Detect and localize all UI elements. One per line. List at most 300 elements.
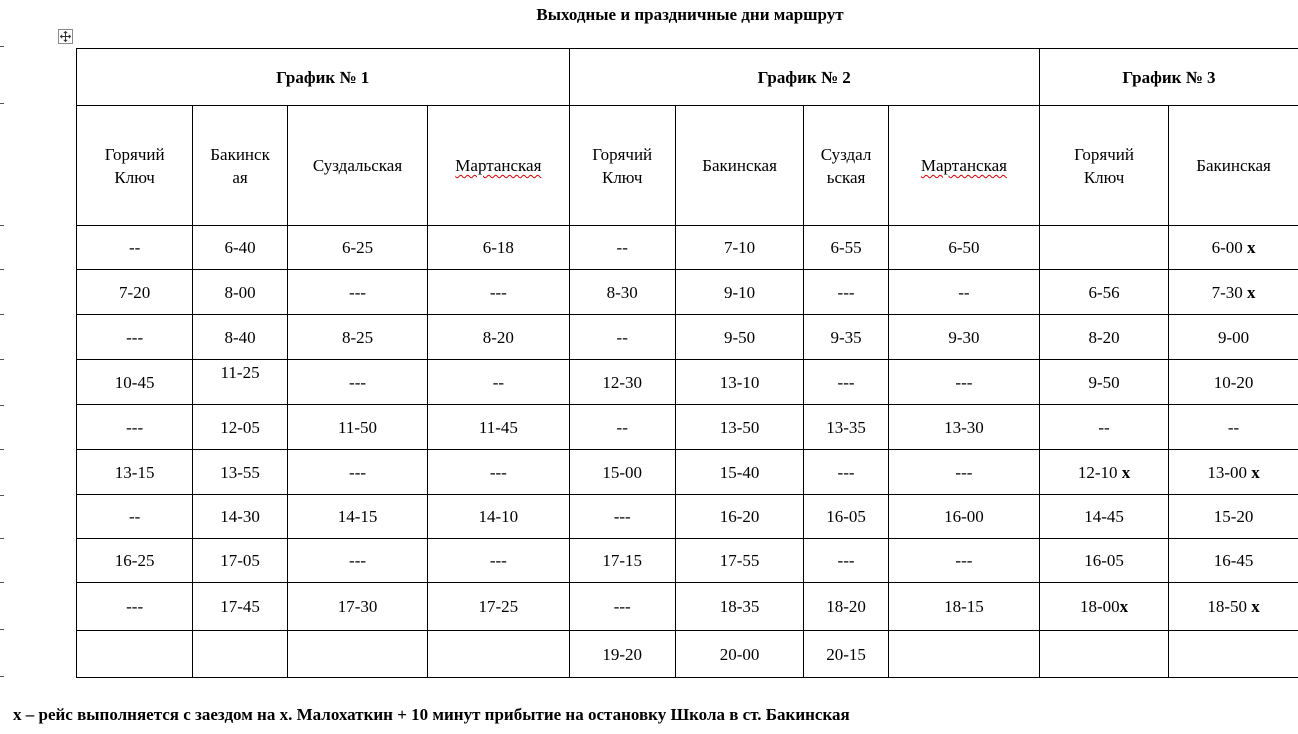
departure-time: 18-00 <box>1079 597 1120 616</box>
time-value <box>1214 507 1254 526</box>
ruler-tick <box>0 629 4 630</box>
time-value <box>617 328 628 347</box>
stop-header <box>804 106 889 226</box>
time-value <box>838 373 855 392</box>
table-row <box>77 583 1298 631</box>
stop-name-line: Горячий <box>1074 144 1134 164</box>
time-value <box>944 507 984 526</box>
time-cell <box>287 315 427 360</box>
time-cell <box>675 360 803 405</box>
time-value <box>826 507 866 526</box>
time-cell <box>888 631 1039 678</box>
time-cell <box>428 226 569 270</box>
time-cell <box>1169 539 1298 583</box>
time-cell <box>1039 226 1168 270</box>
ruler-tick <box>0 314 4 315</box>
table-row <box>77 539 1298 583</box>
time-cell <box>193 450 288 495</box>
departure-time: 13-30 <box>944 417 984 437</box>
departure-time: 11-45 <box>478 417 518 437</box>
time-value <box>220 418 260 437</box>
departure-time: 17-55 <box>719 551 760 570</box>
time-value <box>720 463 760 482</box>
time-cell <box>888 226 1039 270</box>
departure-time: -- <box>1098 417 1110 437</box>
time-cell <box>287 226 427 270</box>
departure-time: -- <box>492 372 505 392</box>
departure-time: 17-05 <box>220 551 260 570</box>
time-cell <box>428 495 569 539</box>
time-cell <box>1169 226 1298 270</box>
time-cell <box>1169 631 1298 678</box>
departure-time: 13-50 <box>719 417 760 437</box>
time-cell <box>428 631 569 678</box>
time-cell <box>193 405 288 450</box>
time-value <box>224 238 255 257</box>
detour-mark: x <box>1119 597 1129 616</box>
departure-time: 20-15 <box>826 644 866 664</box>
time-value <box>115 463 155 482</box>
time-value <box>483 238 514 257</box>
departure-time: --- <box>955 551 973 570</box>
time-value <box>720 507 760 526</box>
departure-time: 6-00 <box>1211 238 1248 257</box>
time-value <box>724 328 755 347</box>
departure-time: 14-10 <box>478 507 519 526</box>
departure-time: 11-25 <box>220 362 260 382</box>
time-cell <box>675 226 803 270</box>
detour-mark: x <box>1247 282 1256 302</box>
departure-time: 8-20 <box>482 327 514 347</box>
time-value <box>224 328 255 347</box>
departure-time: 7-20 <box>119 282 151 302</box>
departure-time: 8-30 <box>606 282 638 302</box>
time-cell <box>804 583 889 631</box>
time-cell <box>1169 495 1298 539</box>
time-cell <box>804 495 889 539</box>
departure-time: 8-40 <box>224 327 256 347</box>
departure-time: 17-25 <box>478 597 519 616</box>
time-value <box>1088 328 1119 347</box>
time-cell <box>1169 360 1298 405</box>
time-value <box>493 373 504 392</box>
time-value <box>119 283 150 302</box>
time-cell <box>888 270 1039 315</box>
time-cell <box>1039 583 1168 631</box>
departure-time: -- <box>616 327 628 347</box>
time-value <box>948 328 979 347</box>
time-cell <box>428 360 569 405</box>
departure-time: 12-10 <box>1077 462 1122 482</box>
time-cell <box>888 360 1039 405</box>
departure-time: --- <box>126 417 144 437</box>
departure-time: 18-50 <box>1207 597 1252 616</box>
time-value <box>483 328 514 347</box>
time-cell <box>569 360 675 405</box>
departure-time: 17-30 <box>337 597 378 616</box>
departure-time: 17-15 <box>602 551 643 570</box>
departure-time: 7-10 <box>723 238 756 257</box>
time-value <box>349 463 366 482</box>
departure-time: 12-30 <box>602 372 643 392</box>
departure-time: 11-50 <box>338 417 378 437</box>
ruler-tick <box>0 359 4 360</box>
departure-time: 19-20 <box>602 644 643 664</box>
time-cell <box>1169 405 1298 450</box>
departure-time: 20-00 <box>719 644 760 664</box>
stop-header <box>888 106 1039 226</box>
time-cell <box>804 450 889 495</box>
stop-header <box>675 106 803 226</box>
departure-time: 15-40 <box>719 462 760 482</box>
departure-time: 16-45 <box>1213 551 1254 570</box>
time-value <box>826 597 866 616</box>
departure-time: --- <box>837 462 855 482</box>
time-value <box>129 238 140 257</box>
time-value <box>1214 373 1254 392</box>
time-value <box>1218 328 1249 347</box>
table-row <box>77 315 1298 360</box>
table-move-handle[interactable] <box>58 29 73 44</box>
departure-time: 16-25 <box>114 551 155 570</box>
departure-time: 13-55 <box>220 462 260 482</box>
ruler-tick <box>0 495 4 496</box>
departure-time: 16-00 <box>944 507 984 526</box>
time-value <box>490 463 507 482</box>
time-cell <box>804 226 889 270</box>
time-cell <box>1169 583 1298 631</box>
ruler-tick <box>0 449 4 450</box>
departure-time: 13-10 <box>719 372 760 392</box>
time-value <box>955 551 972 570</box>
group-header: График № 2 <box>569 49 1039 106</box>
departure-time: 14-45 <box>1084 507 1124 526</box>
stop-name-line: Суздальская <box>312 156 403 175</box>
time-cell <box>804 270 889 315</box>
departure-time: 8-25 <box>341 327 374 347</box>
departure-time: 7-30 <box>1211 282 1248 302</box>
time-cell <box>569 270 675 315</box>
time-value <box>724 283 755 302</box>
time-value <box>490 283 507 302</box>
stop-header-row <box>77 106 1298 226</box>
departure-time: -- <box>128 507 141 526</box>
time-value <box>220 463 260 482</box>
time-cell <box>193 539 288 583</box>
move-arrows-icon <box>60 31 71 42</box>
time-value <box>224 283 255 302</box>
departure-time: 9-50 <box>1088 372 1120 392</box>
schedule-table <box>76 48 1298 678</box>
departure-time: --- <box>349 462 367 482</box>
departure-time: --- <box>613 507 631 526</box>
ruler-tick <box>0 103 4 104</box>
time-cell <box>77 450 193 495</box>
departure-time: 9-50 <box>723 327 756 347</box>
time-cell <box>1039 539 1168 583</box>
time-value <box>479 597 519 616</box>
departure-time: --- <box>955 372 973 392</box>
time-value <box>838 283 855 302</box>
time-cell <box>888 583 1039 631</box>
detour-mark: x <box>1251 597 1260 616</box>
time-cell <box>193 360 288 405</box>
time-value <box>1084 507 1124 526</box>
departure-time: 10-20 <box>1213 372 1254 392</box>
time-cell <box>804 315 889 360</box>
stop-name-line: Мартанская <box>455 156 542 175</box>
time-cell <box>675 631 803 678</box>
departure-time: 6-25 <box>341 238 374 257</box>
time-cell <box>569 631 675 678</box>
time-cell <box>77 583 193 631</box>
departure-time: 15-00 <box>602 462 643 482</box>
departure-time: --- <box>489 551 507 570</box>
departure-time: 17-45 <box>220 597 260 616</box>
stop-header <box>1169 106 1298 226</box>
departure-time: 9-30 <box>948 327 980 347</box>
departure-time: 14-30 <box>220 507 260 526</box>
time-cell <box>428 270 569 315</box>
time-cell <box>804 405 889 450</box>
time-value <box>338 418 377 437</box>
stop-name-line: Мартанская <box>920 156 1007 175</box>
detour-mark: x <box>1251 462 1260 482</box>
ruler-tick <box>0 582 4 583</box>
detour-mark: x <box>1121 462 1131 482</box>
time-value <box>1084 551 1124 570</box>
time-cell <box>193 226 288 270</box>
time-cell <box>1039 405 1168 450</box>
time-cell <box>428 315 569 360</box>
time-cell <box>77 405 193 450</box>
departure-time: 16-20 <box>719 507 760 526</box>
time-cell <box>77 539 193 583</box>
time-value <box>720 418 760 437</box>
time-value <box>1228 418 1239 437</box>
departure-time: --- <box>349 372 367 392</box>
ruler-tick <box>0 225 4 226</box>
departure-time: 8-00 <box>224 282 256 302</box>
time-cell <box>77 270 193 315</box>
time-cell <box>675 450 803 495</box>
time-value <box>944 418 984 437</box>
departure-time: 8-20 <box>1088 327 1120 347</box>
group-header-row <box>77 49 1298 106</box>
time-value <box>838 463 855 482</box>
time-value <box>602 551 642 570</box>
page-title: Выходные и праздничные дни маршрут <box>536 5 844 24</box>
time-value <box>338 507 378 526</box>
time-value <box>617 238 628 257</box>
time-cell <box>1169 450 1298 495</box>
departure-time: -- <box>128 238 141 257</box>
table-row <box>77 495 1298 539</box>
time-value <box>1212 283 1256 302</box>
time-cell <box>1039 631 1168 678</box>
time-value <box>602 373 642 392</box>
time-cell <box>675 495 803 539</box>
departure-time: 18-35 <box>719 597 760 616</box>
time-cell <box>569 539 675 583</box>
time-cell <box>77 315 193 360</box>
stop-name-line: Ключ <box>601 167 643 187</box>
ruler-tick <box>0 405 4 406</box>
time-cell <box>888 315 1039 360</box>
time-cell <box>287 539 427 583</box>
time-cell <box>287 631 427 678</box>
detour-mark: x <box>1247 238 1256 257</box>
time-cell <box>675 405 803 450</box>
table-row <box>77 450 1298 495</box>
time-cell <box>77 631 193 678</box>
time-value <box>1088 283 1119 302</box>
time-value <box>342 238 373 257</box>
time-value <box>948 238 979 257</box>
time-value <box>1207 463 1259 482</box>
time-cell <box>1039 360 1168 405</box>
time-cell <box>1039 495 1168 539</box>
departure-time: --- <box>837 282 855 302</box>
time-cell <box>1039 315 1168 360</box>
time-cell <box>804 539 889 583</box>
time-value <box>221 363 260 382</box>
time-value <box>1214 551 1254 570</box>
time-cell <box>428 539 569 583</box>
time-value <box>479 507 519 526</box>
departure-time: 13-35 <box>826 417 866 437</box>
time-cell <box>569 495 675 539</box>
ruler-tick <box>0 269 4 270</box>
time-cell <box>675 539 803 583</box>
stop-name-line: Ключ <box>1083 167 1125 187</box>
time-value <box>338 597 378 616</box>
time-cell <box>287 495 427 539</box>
table-row <box>77 270 1298 315</box>
departure-time: -- <box>616 417 628 437</box>
time-value <box>1098 418 1109 437</box>
time-cell <box>675 583 803 631</box>
stop-header <box>287 106 427 226</box>
time-cell <box>287 405 427 450</box>
time-value <box>1080 597 1128 616</box>
time-value <box>220 597 260 616</box>
time-value <box>126 328 143 347</box>
time-cell <box>675 270 803 315</box>
departure-time: --- <box>955 462 973 482</box>
time-cell <box>569 226 675 270</box>
time-cell <box>428 450 569 495</box>
departure-time: 18-15 <box>944 597 984 616</box>
time-cell <box>804 360 889 405</box>
stop-name-line: ьская <box>826 167 866 187</box>
group-header: График № 1 <box>77 49 570 106</box>
time-value <box>614 507 631 526</box>
time-cell <box>193 495 288 539</box>
time-value <box>349 283 366 302</box>
time-cell <box>888 450 1039 495</box>
stop-header <box>193 106 288 226</box>
time-cell <box>675 315 803 360</box>
time-value <box>830 328 861 347</box>
departure-time: --- <box>613 597 631 616</box>
time-cell <box>1169 270 1298 315</box>
departure-time: 14-15 <box>337 507 378 526</box>
time-cell <box>804 631 889 678</box>
time-value <box>349 551 366 570</box>
departure-time: --- <box>837 372 855 392</box>
table-row <box>77 226 1298 270</box>
time-cell <box>77 360 193 405</box>
time-value <box>720 597 760 616</box>
departure-time: 6-18 <box>482 238 514 257</box>
departure-time: 10-45 <box>114 372 155 392</box>
time-cell <box>1039 270 1168 315</box>
departure-time: 12-05 <box>220 417 260 437</box>
stop-header <box>569 106 675 226</box>
stop-name-line: Бакинская <box>1196 156 1271 175</box>
time-cell <box>193 315 288 360</box>
time-cell <box>1039 450 1168 495</box>
stop-name-line: Суздал <box>820 144 872 164</box>
time-cell <box>193 583 288 631</box>
time-value <box>614 597 631 616</box>
time-value <box>220 507 260 526</box>
time-value <box>1078 463 1130 482</box>
time-cell <box>193 631 288 678</box>
time-value <box>720 645 760 664</box>
departure-time: --- <box>489 462 507 482</box>
time-value <box>602 645 642 664</box>
time-value <box>1088 373 1119 392</box>
time-cell <box>888 495 1039 539</box>
time-value <box>955 463 972 482</box>
departure-time: 15-20 <box>1213 507 1254 526</box>
time-value <box>490 551 507 570</box>
time-cell <box>287 583 427 631</box>
time-cell <box>77 226 193 270</box>
time-value <box>126 597 143 616</box>
ruler-tick <box>0 676 4 677</box>
table-row <box>77 631 1298 678</box>
table-row <box>77 405 1298 450</box>
departure-time: 9-00 <box>1217 327 1250 347</box>
time-value <box>479 418 518 437</box>
departure-time: --- <box>126 597 144 616</box>
time-value <box>955 373 972 392</box>
time-cell <box>1169 315 1298 360</box>
time-value <box>720 373 760 392</box>
departure-time: --- <box>349 282 367 302</box>
time-cell <box>428 583 569 631</box>
time-value <box>838 551 855 570</box>
time-value <box>349 373 366 392</box>
departure-time: --- <box>349 551 367 570</box>
time-cell <box>428 405 569 450</box>
departure-time: -- <box>958 282 970 302</box>
time-value <box>617 418 628 437</box>
time-value <box>826 645 866 664</box>
departure-time: 9-35 <box>830 327 862 347</box>
time-value <box>129 507 140 526</box>
time-cell <box>569 583 675 631</box>
time-value <box>958 283 969 302</box>
time-value <box>602 463 642 482</box>
departure-time: --- <box>489 282 507 302</box>
time-cell <box>287 270 427 315</box>
time-value <box>342 328 373 347</box>
time-cell <box>888 405 1039 450</box>
